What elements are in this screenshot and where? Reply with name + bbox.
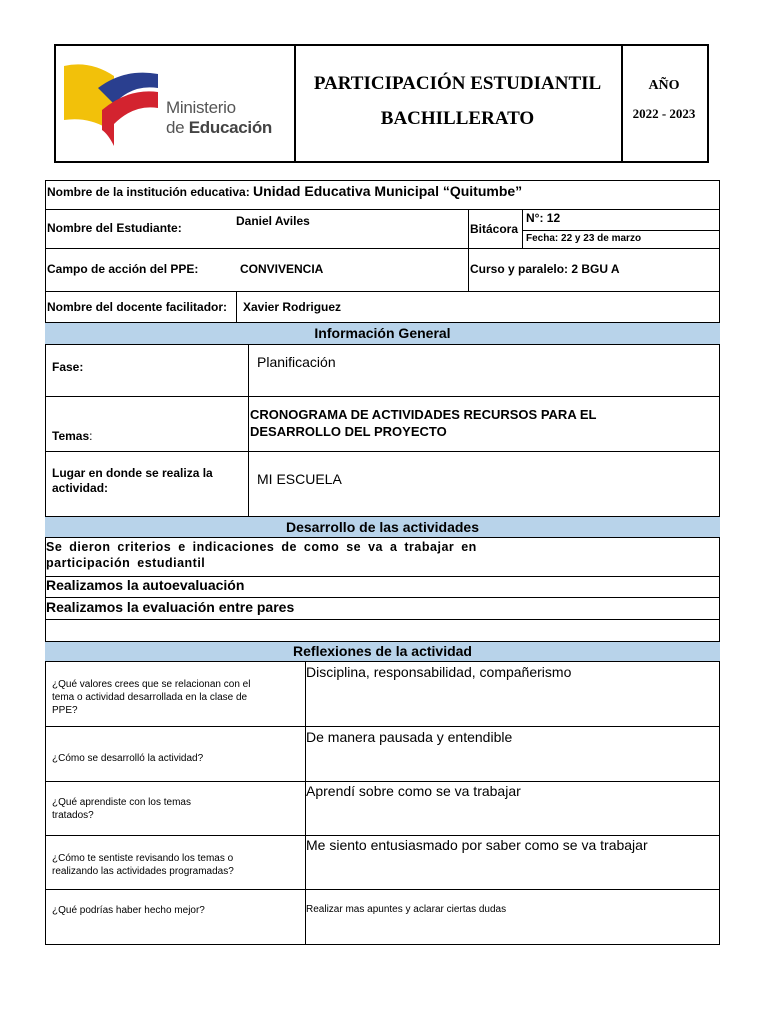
document-header xyxy=(54,44,709,163)
reflection-question-4-line-1: ¿Cómo te sentiste revisando los temas o xyxy=(52,853,234,864)
title-cell xyxy=(294,46,623,161)
institution-row xyxy=(47,183,522,199)
topics-value xyxy=(250,406,596,440)
bitacora-label: Bitácora xyxy=(470,222,519,236)
year-value: 2022 - 2023 xyxy=(632,106,696,121)
topics-label: Temas xyxy=(52,429,90,443)
reflection-question-2 xyxy=(52,752,203,765)
activities-heading: Desarrollo de las actividades xyxy=(45,516,720,538)
reflection-question-1-line-2: tema o actividad desarrollada en la clase de xyxy=(52,692,248,703)
logo-line-2-prefix: de xyxy=(166,118,189,137)
phase-label: Fase: xyxy=(52,360,84,374)
document-title: PARTICIPACIÓN ESTUDIANTIL xyxy=(313,73,602,94)
logo-line-2-bold: Educación xyxy=(188,118,272,137)
teacher-value: Xavier Rodriguez xyxy=(243,300,342,314)
reflection-question-1-line-3: PPE? xyxy=(52,705,78,716)
course-label: Curso y paralelo: 2 BGU A xyxy=(470,262,620,276)
reflection-question-1-line-1: ¿Qué valores crees que se relacionan con el xyxy=(52,679,251,690)
topics-value-line-2: DESARROLLO DEL PROYECTO xyxy=(250,424,447,439)
year-label: AÑO xyxy=(648,78,680,93)
reflection-answer-5: Realizar mas apuntes y aclarar ciertas dudas xyxy=(306,904,507,915)
year-cell xyxy=(621,46,707,161)
reflection-question-5-line-1: ¿Qué podrías haber hecho mejor? xyxy=(52,905,205,916)
teacher-label: Nombre del docente facilitador: xyxy=(47,300,228,314)
activity-item-1-line-2: participación estudiantil xyxy=(46,556,206,570)
reflection-answer-3: Aprendí sobre como se va trabajar xyxy=(306,783,521,799)
phase-value: Planificación xyxy=(257,354,336,370)
reflection-question-1 xyxy=(52,678,250,717)
activity-item-1 xyxy=(46,539,477,571)
topics-value-line-1: CRONOGRAMA DE ACTIVIDADES RECURSOS PARA EL xyxy=(250,407,597,422)
logo-cell xyxy=(56,46,296,161)
institution-value: Unidad Educativa Municipal “Quitumbe” xyxy=(253,183,523,199)
place-label-line-1: Lugar en donde se realiza la xyxy=(52,466,213,480)
reflection-answer-4: Me siento entusiasmado por saber como se va trabajar xyxy=(306,837,648,853)
reflection-answer-2: De manera pausada y entendible xyxy=(306,729,513,745)
student-value: Daniel Aviles xyxy=(236,214,310,228)
field-label: Campo de acción del PPE: xyxy=(47,262,199,276)
institution-label: Nombre de la institución educativa: xyxy=(47,185,254,199)
reflection-question-2-line-1: ¿Cómo se desarrolló la actividad? xyxy=(52,753,204,764)
reflection-question-3 xyxy=(52,796,191,822)
reflection-question-4-line-2: realizando las actividades programadas? xyxy=(52,866,234,877)
field-value: CONVIVENCIA xyxy=(240,262,324,276)
place-label xyxy=(52,466,213,496)
bitacora-number: N°: 12 xyxy=(526,211,561,225)
reflections-heading: Reflexiones de la actividad xyxy=(45,641,720,662)
bitacora-date: Fecha: 22 y 23 de marzo xyxy=(526,233,642,244)
place-label-line-2: actividad: xyxy=(52,481,109,495)
activity-item-2: Realizamos la autoevaluación xyxy=(46,577,245,593)
reflection-answer-1: Disciplina, responsabilidad, compañerismo xyxy=(306,664,572,680)
place-value: MI ESCUELA xyxy=(257,471,342,487)
reflection-question-3-line-2: tratados? xyxy=(52,810,94,821)
activity-item-1-line-1: Se dieron criterios e indicaciones de como se va a trabajar en xyxy=(46,540,477,554)
student-label: Nombre del Estudiante: xyxy=(47,221,182,235)
document-subtitle: BACHILLERATO xyxy=(380,108,535,129)
logo-wordmark xyxy=(166,98,272,138)
reflection-question-4 xyxy=(52,852,234,878)
reflection-question-5 xyxy=(52,904,205,917)
activity-item-3: Realizamos la evaluación entre pares xyxy=(46,599,295,615)
logo-line-1: Ministerio xyxy=(166,98,236,117)
reflection-question-3-line-1: ¿Qué aprendiste con los temas xyxy=(52,797,191,808)
topics-colon: : xyxy=(89,429,93,443)
ministerio-educacion-logo-icon xyxy=(62,58,167,148)
topics-label-row xyxy=(52,429,92,443)
general-info-heading: Información General xyxy=(45,322,720,345)
